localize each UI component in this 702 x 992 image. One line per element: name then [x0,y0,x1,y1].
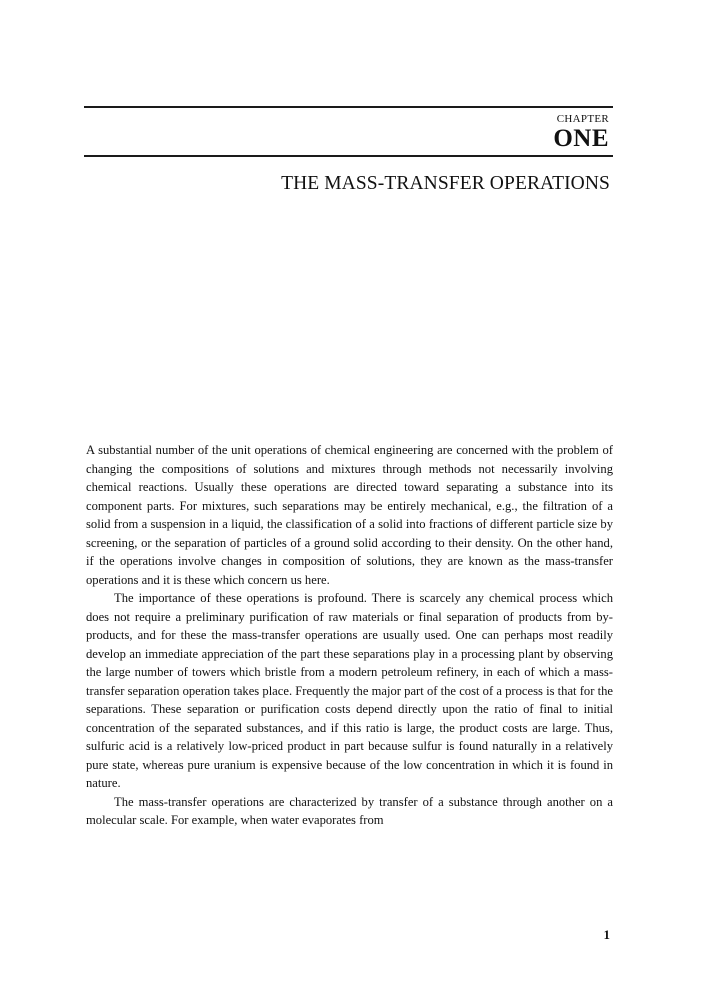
top-rule [84,106,613,108]
page-number: 1 [603,927,610,942]
body-text [86,441,613,830]
paragraph: A substantial number of the unit operations of chemical engineering are concerned with the problem of changing the compositions of solutions and mixtures through methods not necessarily involving chemical reactions. Usually these operations are directed toward separating a substance into its component parts. For mixtures, such separations may be entirely mechanical, e.g., the filtration of a solid from a suspension in a liquid, the classification of a solid into fractions of different particle size by screening, or the separation of particles of a ground solid according to their density. On the other hand, if the operations involve changes in composition of solutions, they are known as the mass-transfer operations and it is these which concern us here. [86,443,613,587]
chapter-label: CHAPTER [556,113,609,125]
chapter-number: ONE [553,125,609,152]
bottom-rule [84,155,613,157]
chapter-title: THE MASS-TRANSFER OPERATIONS [281,173,610,194]
paragraph: The mass-transfer operations are characterized by transfer of a substance through another on a molecular scale. For example, when water evaporates from [86,794,613,827]
paragraph: The importance of these operations is profound. There is scarcely any chemical process which does not require a preliminary purification of raw materials or final separation of products from by-products, and for these the mass-transfer operations are usually used. One can perhaps most readily develop an immediate appreciation of the part these separations play in a processing plant by observing the large number of towers which bristle from a modern petroleum refinery, in each of which a mass-transfer separation operation takes place. Frequently the major part of the cost of a process is that for the separations. These separation or purification costs depend directly upon the ratio of final to initial concentration of the separated substances, and if this ratio is large, the product costs are large. Thus, sulfuric acid is a relatively low-priced product in part because sulfur is found naturally in a relatively pure state, whereas pure uranium is expensive because of the low concentration in which it is found in nature. [86,591,613,790]
